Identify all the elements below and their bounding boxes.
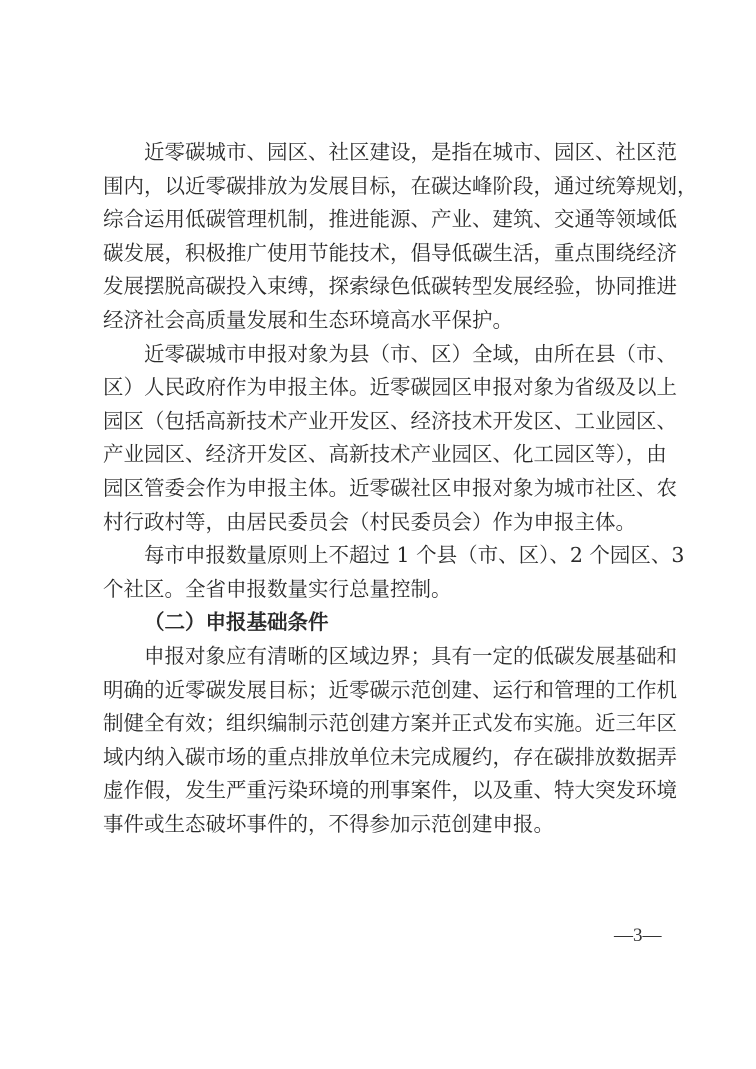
text-line: 园区管委会作为申报主体。近零碳社区申报对象为城市社区、农	[103, 475, 677, 500]
paragraph-definition	[103, 136, 698, 338]
text-line: 事件或生态破坏事件的，不得参加示范创建申报。	[103, 811, 554, 836]
paragraph-conditions	[103, 640, 677, 842]
text-line: 产业园区、经济开发区、高新技术产业园区、化工园区等），由	[103, 442, 667, 467]
text-line: 综合运用低碳管理机制，推进能源、产业、建筑、交通等领域低	[103, 207, 677, 232]
text-line: 村行政村等，由居民委员会（村民委员会）作为申报主体。	[103, 509, 636, 534]
text-line: 明确的近零碳发展目标；近零碳示范创建、运行和管理的工作机	[103, 677, 677, 702]
text-line: 个社区。全省申报数量实行总量控制。	[103, 576, 452, 601]
text-line: 制健全有效；组织编制示范创建方案并正式发布实施。近三年区	[103, 711, 677, 736]
text-line: 区）人民政府作为申报主体。近零碳园区申报对象为省级及以上	[103, 375, 677, 400]
text-line: 虚作假，发生严重污染环境的刑事案件，以及重、特大突发环境	[103, 778, 677, 803]
text-line: 域内纳入碳市场的重点排放单位未完成履约，存在碳排放数据弄	[103, 744, 677, 769]
text-line: 申报对象应有清晰的区域边界；具有一定的低碳发展基础和	[144, 643, 677, 668]
document-body	[103, 136, 698, 841]
section-heading-text: （二）申报基础条件	[144, 610, 329, 635]
paragraph-quota	[103, 539, 685, 606]
page-number: —3—	[614, 925, 662, 946]
text-line: 发展摆脱高碳投入束缚，探索绿色低碳转型发展经验，协同推进	[103, 274, 677, 299]
section-heading	[103, 606, 663, 640]
paragraph-applicants	[103, 338, 677, 540]
text-line: 近零碳城市申报对象为县（市、区）全域，由所在县（市、	[144, 341, 677, 366]
text-line: 近零碳城市、园区、社区建设，是指在城市、园区、社区范	[144, 140, 677, 164]
text-line: 经济社会高质量发展和生态环境高水平保护。	[103, 307, 513, 332]
text-line: 园区（包括高新技术产业开发区、经济技术开发区、工业园区、	[103, 408, 677, 433]
text-line: 碳发展，积极推广使用节能技术，倡导低碳生活，重点围绕经济	[103, 240, 677, 265]
text-line: 围内，以近零碳排放为发展目标，在碳达峰阶段，通过统筹规划，	[103, 173, 698, 198]
text-line: 每市申报数量原则上不超过 1 个县（市、区）、2 个园区、3	[144, 543, 685, 568]
